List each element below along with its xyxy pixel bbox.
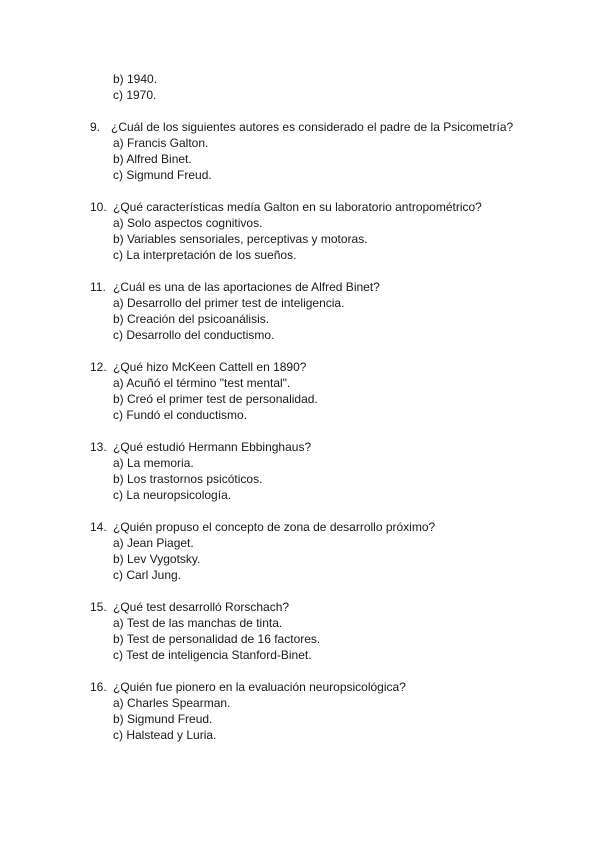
question-number: 10. bbox=[90, 200, 107, 214]
option: c) 1970. bbox=[113, 88, 157, 102]
option-c: c) Fundó el conductismo. bbox=[113, 408, 248, 422]
question-number: 9. bbox=[90, 120, 101, 134]
question-number: 12. bbox=[90, 360, 107, 374]
option-b: b) Los trastornos psicóticos. bbox=[113, 472, 263, 486]
question-list bbox=[90, 119, 570, 759]
option-a: a) Acuñó el término "test mental". bbox=[113, 376, 291, 390]
question-12 bbox=[90, 359, 570, 423]
option-b: b) Variables sensoriales, perceptivas y motoras. bbox=[113, 232, 368, 246]
question-number: 11. bbox=[90, 280, 106, 294]
option-a: a) La memoria. bbox=[113, 456, 194, 470]
question-text: ¿Qué estudió Hermann Ebbinghaus? bbox=[113, 440, 312, 454]
question-text: ¿Qué test desarrolló Rorschach? bbox=[113, 600, 290, 614]
question-13 bbox=[90, 439, 570, 503]
option-a: a) Test de las manchas de tinta. bbox=[113, 616, 283, 630]
previous-question-options bbox=[113, 71, 157, 103]
question-14 bbox=[90, 519, 570, 583]
option-c: c) Test de inteligencia Stanford-Binet. bbox=[113, 648, 312, 662]
option-a: a) Charles Spearman. bbox=[113, 696, 231, 710]
question-text: ¿Quién propuso el concepto de zona de desarrollo próximo? bbox=[113, 520, 436, 534]
option-b: b) Alfred Binet. bbox=[113, 152, 192, 166]
option-b: b) Lev Vygotsky. bbox=[113, 552, 201, 566]
option-c: c) Halstead y Luria. bbox=[113, 728, 217, 742]
question-text: ¿Cuál de los siguientes autores es considerado el padre de la Psicometría? bbox=[111, 120, 514, 134]
question-number: 14. bbox=[90, 520, 107, 534]
option-b: b) Test de personalidad de 16 factores. bbox=[113, 632, 321, 646]
option-b: b) Creó el primer test de personalidad. bbox=[113, 392, 318, 406]
option-a: a) Francis Galton. bbox=[113, 136, 209, 150]
option-b: b) Sigmund Freud. bbox=[113, 712, 213, 726]
option-b: b) Creación del psicoanálisis. bbox=[113, 312, 270, 326]
option-c: c) Desarrollo del conductismo. bbox=[113, 328, 275, 342]
question-text: ¿Quién fue pionero en la evaluación neuropsicológica? bbox=[113, 680, 406, 694]
option-a: a) Desarrollo del primer test de inteligencia. bbox=[113, 296, 345, 310]
option-c: c) Carl Jung. bbox=[113, 568, 182, 582]
question-16 bbox=[90, 679, 570, 743]
option: b) 1940. bbox=[113, 72, 158, 86]
question-15 bbox=[90, 599, 570, 663]
question-number: 15. bbox=[90, 600, 107, 614]
option-c: c) La interpretación de los sueños. bbox=[113, 248, 297, 262]
question-text: ¿Cuál es una de las aportaciones de Alfred Binet? bbox=[113, 280, 380, 294]
option-a: a) Jean Piaget. bbox=[113, 536, 194, 550]
question-number: 16. bbox=[90, 680, 107, 694]
question-text: ¿Qué características medía Galton en su laboratorio antropométrico? bbox=[113, 200, 482, 214]
option-c: c) La neuropsicología. bbox=[113, 488, 232, 502]
option-a: a) Solo aspectos cognitivos. bbox=[113, 216, 263, 230]
question-text: ¿Qué hizo McKeen Cattell en 1890? bbox=[113, 360, 307, 374]
question-9 bbox=[90, 119, 570, 183]
question-11 bbox=[90, 279, 570, 343]
question-number: 13. bbox=[90, 440, 107, 454]
question-10 bbox=[90, 199, 570, 263]
option-c: c) Sigmund Freud. bbox=[113, 168, 212, 182]
